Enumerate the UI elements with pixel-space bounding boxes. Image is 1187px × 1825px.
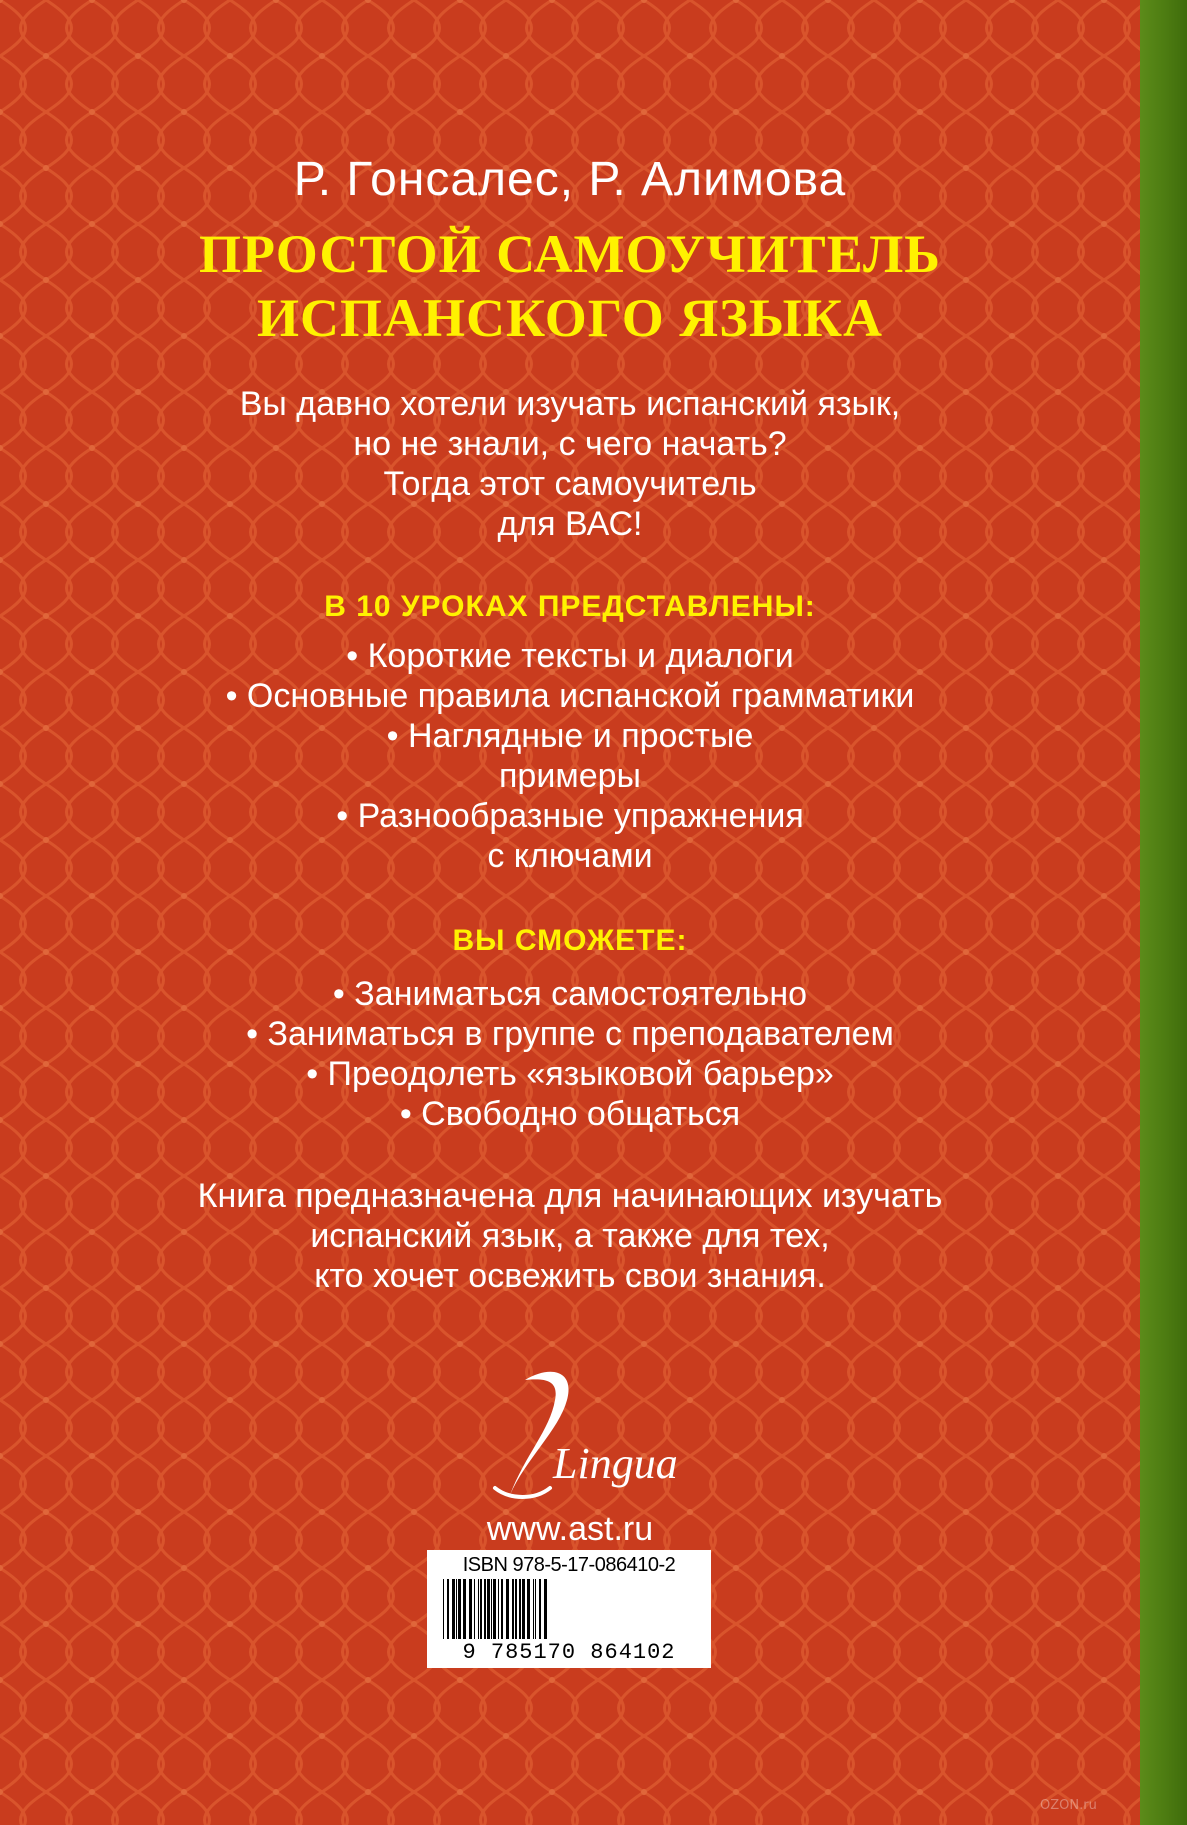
lessons-heading: В 10 УРОКАХ ПРЕДСТАВЛЕНЫ: (324, 590, 816, 623)
abilities-list (0, 974, 1140, 1134)
intro-line: Тогда этот самоучитель (383, 465, 757, 503)
list-item: с ключами (487, 837, 653, 875)
audience-line: кто хочет освежить свои знания. (314, 1257, 826, 1295)
list-item: • Свободно общаться (399, 1095, 741, 1133)
barcode-bar (522, 1579, 525, 1639)
barcode-digits: 9 785170 864102 (462, 1640, 676, 1665)
logo-text: Lingua (553, 1439, 678, 1488)
list-item: • Короткие тексты и диалоги (346, 637, 794, 675)
title-line: ИСПАНСКОГО ЯЗЫКА (256, 288, 883, 348)
intro-text (0, 384, 1140, 544)
intro-line: для ВАС! (497, 505, 643, 543)
audience-line: испанский язык, а также для тех, (310, 1217, 830, 1255)
lingua-logo (455, 1360, 685, 1510)
barcode-bar (498, 1579, 499, 1639)
list-item: примеры (499, 757, 641, 795)
barcode-bar (519, 1579, 521, 1639)
barcode-bar (539, 1579, 541, 1639)
list-item: • Заниматься самостоятельно (332, 975, 808, 1013)
title-line: ПРОСТОЙ САМОУЧИТЕЛЬ (199, 224, 941, 284)
barcode-bar (458, 1579, 461, 1639)
list-item: • Преодолеть «языковой барьер» (306, 1055, 834, 1093)
list-item: • Разнообразные упражнения (336, 797, 804, 835)
barcode-bar (474, 1579, 475, 1639)
barcode-bar (443, 1579, 444, 1639)
authors: Р. Гонсалес, Р. Алимова (293, 153, 847, 206)
barcode-bar (501, 1579, 503, 1639)
audience-line: Книга предназначена для начинающих изучать (197, 1177, 943, 1215)
barcode-bar (515, 1579, 517, 1639)
barcode-bar (493, 1579, 496, 1639)
barcode-bar (544, 1579, 547, 1639)
barcode-bar (484, 1579, 486, 1639)
barcode-bar (469, 1579, 472, 1639)
intro-line: но не знали, с чего начать? (353, 425, 787, 463)
barcode-bar (535, 1579, 536, 1639)
intro-line: Вы давно хотели изучать испанский язык, (239, 385, 901, 423)
list-item: • Наглядные и простые (386, 717, 754, 755)
abilities-heading: ВЫ СМОЖЕТЕ: (452, 924, 688, 957)
website: www.ast.ru (486, 1510, 654, 1548)
barcode-bar (456, 1579, 457, 1639)
barcode-bar (452, 1579, 455, 1639)
barcode-bar (487, 1579, 490, 1639)
barcode-bar (491, 1579, 492, 1639)
isbn-label: ISBN 978-5-17-086410-2 (462, 1554, 676, 1576)
barcode-bar (527, 1579, 530, 1639)
lessons-list (0, 636, 1140, 876)
barcode-bar (512, 1579, 514, 1639)
list-item: • Заниматься в группе с преподавателем (246, 1015, 894, 1053)
isbn-barcode (427, 1550, 711, 1668)
barcode-bar (480, 1579, 482, 1639)
audience-text (0, 1176, 1140, 1296)
barcode-bar (478, 1579, 479, 1639)
green-spine-stripe (1140, 0, 1187, 1825)
barcode-bar (463, 1579, 466, 1639)
barcode-bar (506, 1579, 509, 1639)
barcode-bar (533, 1579, 534, 1639)
book-title (0, 222, 1140, 350)
list-item: • Основные правила испанской грамматики (225, 677, 915, 715)
watermark: OZON.ru (1040, 1798, 1097, 1813)
barcode-bars (443, 1579, 695, 1639)
barcode-bar (447, 1579, 449, 1639)
